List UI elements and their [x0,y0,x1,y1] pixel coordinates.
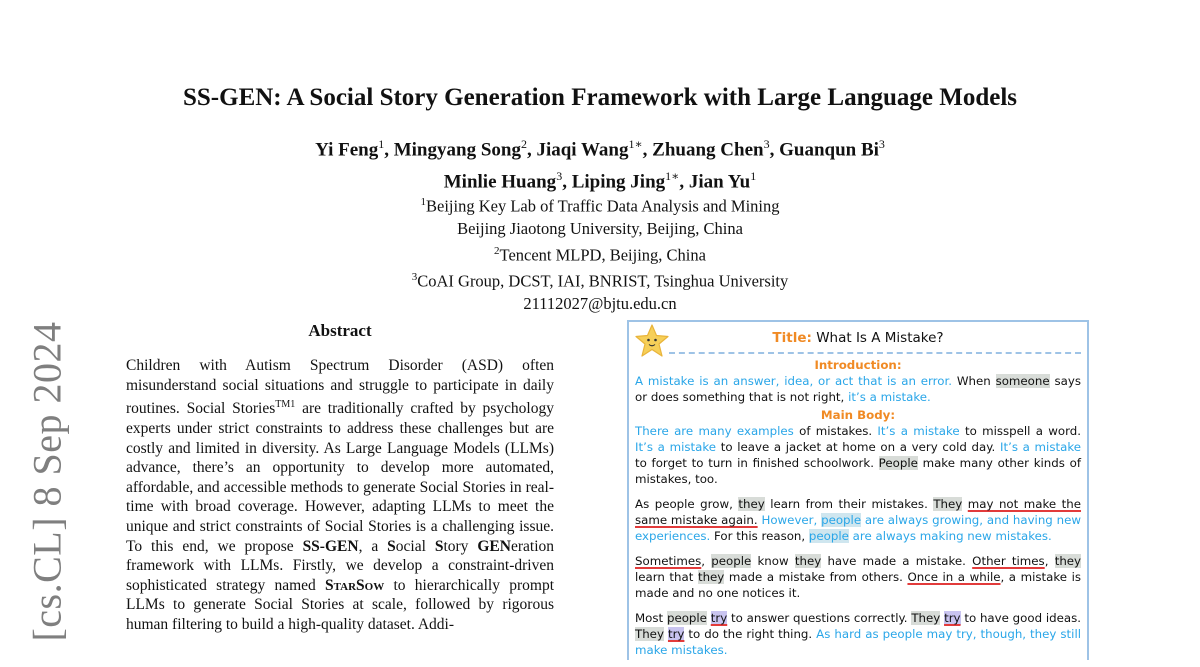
story-paragraph: There are many examples of mistakes. It’s a mistake to misspell a word. It’s a mistake to leave a jacket at home on a very cold day. It’s a mistake to forget to turn in finished schoolwork. People make many other kinds of mistakes, too. [635,424,1082,486]
arxiv-side-stamp-text: [cs.CL] 8 Sep 2024 [24,320,70,642]
abstract-body: Children with Autism Spectrum Disorder (ASD) often misunderstand social situations and struggle to participate in daily routines. Social Stories$^{TM1}$ are traditionally crafted by psychology experts under strict constraints to address these challenges but are costly and limited in diversity. As Large Language Models (LLMs) advance, there’s an opportunity to develop more automated, affordable, and accessible methods to generate Social Stories in real-time with broad coverage. However, adapting LLMs to meet the unique and strict constraints of Social Stories is a challenging issue. To this end, we propose SS-GEN, a Social Story GENeration framework with LLMs. Firstly, we develop a constraint-driven sophisticated strategy named StarSow to hierarchically prompt LLMs to generate Social Stories at scale, followed by rigorous human filtering to build a high-quality dataset. Addi- [126,357,555,633]
affiliation-line: $^1$Beijing Key Lab of Traffic Data Analysis and Mining [420,196,780,216]
author-affiliation-mark: 1 [750,169,757,184]
author-affiliation-mark: 1∗ [628,137,643,151]
social-story-figure [627,320,1089,660]
arxiv-side-stamp [20,316,74,646]
author-name: Minlie Huang [443,171,557,193]
starsow-name: StarSow [325,576,385,594]
author-affiliation-mark: 3 [878,137,885,151]
paper-title: SS-GEN: A Social Story Generation Framework with Large Language Models [183,84,1017,111]
author-list: Yi Feng$^1$, Mingyang Song$^2$, Jiaqi Wang$^{1∗}$, Zhuang Chen$^3$, Guanqun Bi$^3$ Minlie Huang$^3$, Liping Jing$^{1∗}$, Jian Yu$^1$ [315,137,885,193]
author-affiliation-mark: 1 [378,137,385,151]
author-affiliation-mark: 1∗ [665,169,680,184]
author-name: Liping Jing [571,171,666,193]
author-name: Jiaqi Wang [536,139,629,161]
intro-paragraph: A mistake is an answer, idea, or act that is an error. When someone says or does something that is not right, it’s a mistake. [635,374,1081,404]
contact-email: 21112027@bjtu.edu.cn [523,293,677,313]
story-body [635,357,1081,667]
author-name: Guanqun Bi [779,139,879,161]
author-name: Jian Yu [688,171,751,193]
story-paragraph: Sometimes, people know they have made a mistake. Other times, they learn that they made a mistake from others. Once in a while, a mistake is made and no one notices it. [635,554,1082,600]
author-name: Mingyang Song [393,139,521,161]
story-paragraph: As people grow, they learn from their mistakes. They may not make the same mistake again. However, people are always growing, and having new experiences. For this reason, people are always making new mistakes. [635,497,1082,543]
author-name: Zhuang Chen [652,139,764,161]
story-title [629,330,1087,346]
affiliation-line: $^2$Tencent MLPD, Beijing, China [494,244,706,264]
story-title-label: Title: [772,330,812,346]
affiliation-block [0,191,1200,315]
affiliation-line: $^3$CoAI Group, DCST, IAI, BNRIST, Tsinghua University [411,271,789,291]
author-affiliation-mark: 2 [520,137,527,151]
abstract-heading: Abstract [308,321,372,340]
affiliation-line: Beijing Jiaotong University, Beijing, China [457,218,743,238]
author-name: Yi Feng [315,139,379,161]
author-affiliation-mark: 3 [556,169,563,184]
intro-label: Introduction: [814,358,902,372]
title-divider [669,352,1081,354]
author-affiliation-mark: 3 [763,137,770,151]
story-paragraph: Most people try to answer questions correctly. They try to have good ideas. They try to do the right thing. As hard as people may try, though, they still make mistakes. [635,611,1082,657]
story-title-text: What Is A Mistake? [816,330,944,346]
main-body-label: Main Body: [820,408,896,422]
